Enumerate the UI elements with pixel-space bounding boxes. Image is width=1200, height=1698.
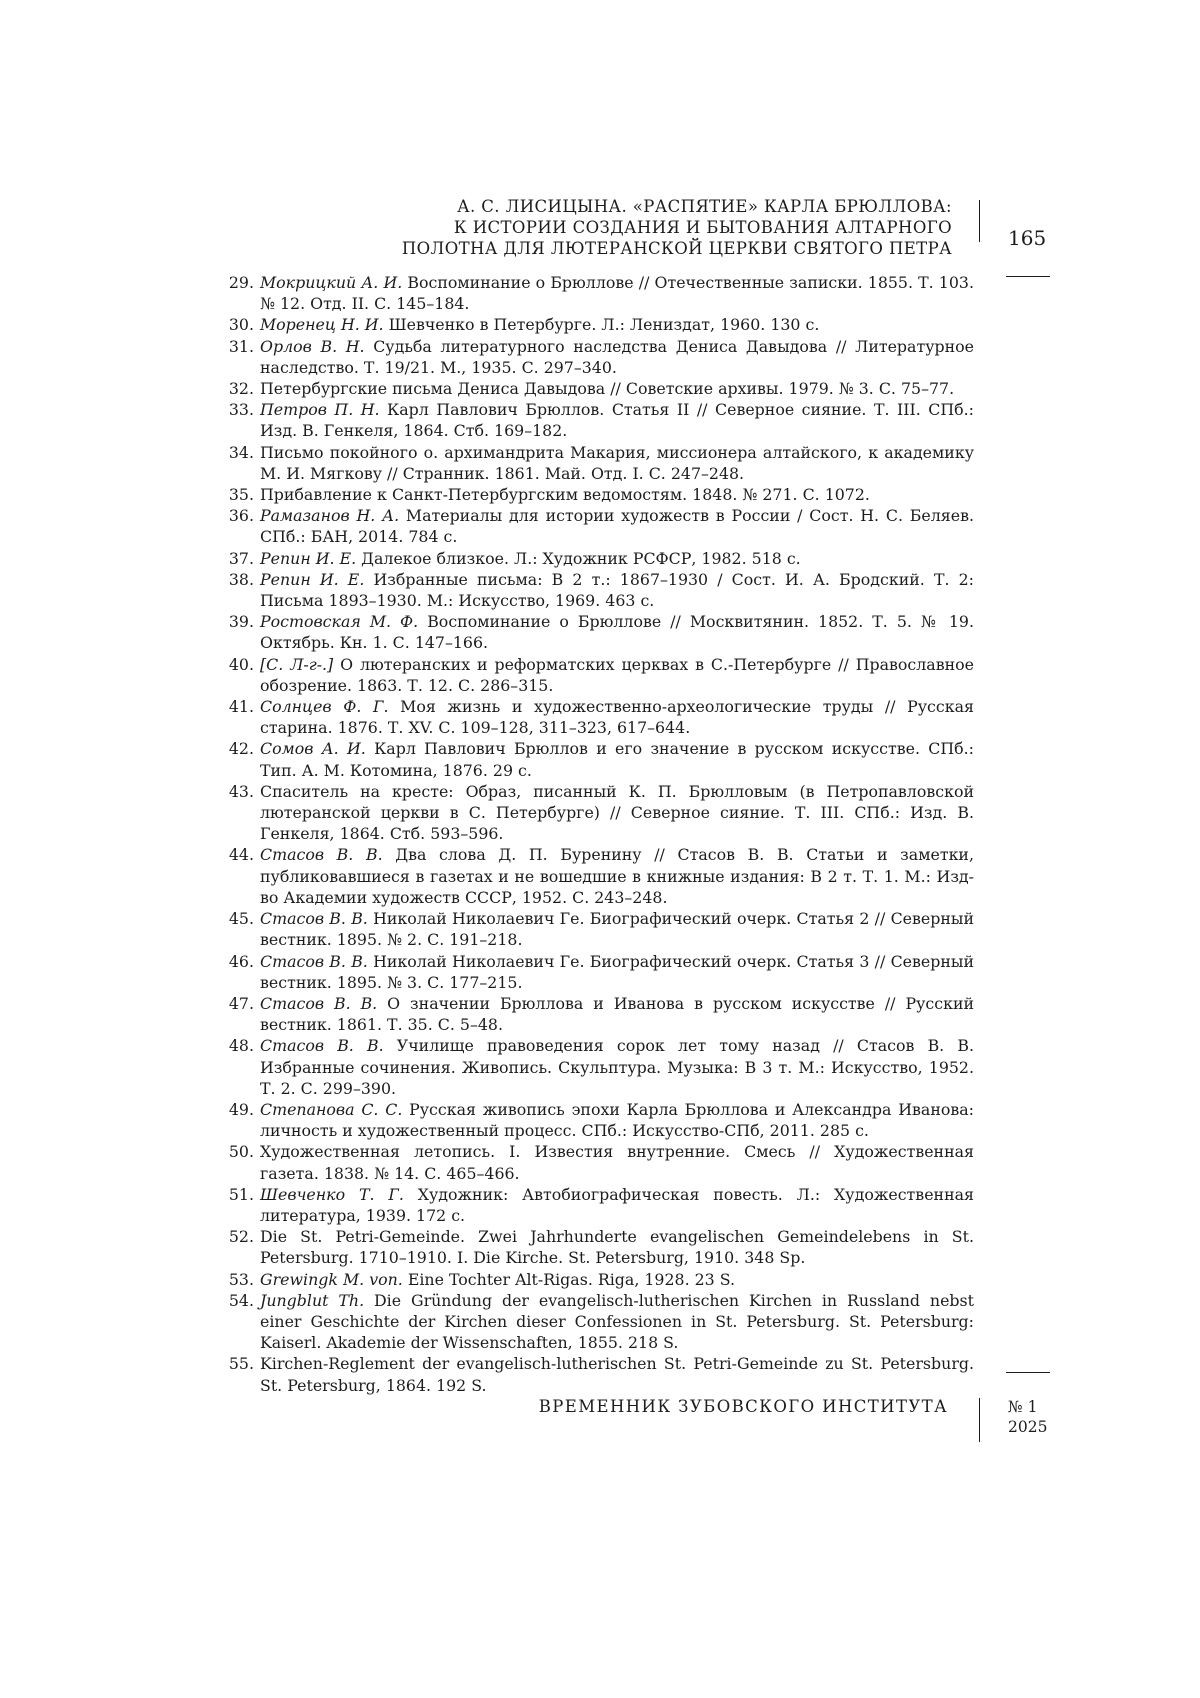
reference-item (226, 442, 974, 484)
reference-number: 46. (228, 951, 254, 971)
reference-item (226, 1353, 974, 1395)
reference-author: Степанова С. С. (260, 1099, 403, 1119)
reference-number: 34. (228, 442, 254, 462)
reference-author: Стасов В. В. (260, 845, 383, 865)
reference-author: Петров П. Н. (260, 400, 380, 420)
reference-text: Два слова Д. П. Буренину // Стасов В. В. Статьи и заметки, публиковавшиеся в газетах и не вошедшие в книжные издания: В 2 т. Т. 1. М.: Изд-во Академии художеств СССР, 1952. С. 243–248. (260, 845, 974, 907)
reference-number: 49. (228, 1099, 254, 1119)
reference-number: 54. (228, 1290, 254, 1310)
reference-text: Карл Павлович Брюллов и его значение в русском искусстве. СПб.: Тип. А. М. Котомина, 1876. 29 с. (260, 739, 975, 780)
reference-author: Рамазанов Н. А. (260, 506, 400, 526)
reference-number: 36. (228, 506, 254, 526)
reference-number: 44. (228, 845, 254, 865)
reference-list (226, 272, 974, 1396)
reference-number: 29. (228, 273, 254, 292)
bottom-rule (1006, 1372, 1050, 1373)
reference-number: 35. (228, 485, 254, 505)
reference-item (226, 1226, 974, 1268)
reference-text: Моя жизнь и художественно-археологические труды // Русская старина. 1876. Т. XV. С. 109–128, 311–323, 617–644. (260, 697, 974, 738)
page-number: 165 (1008, 226, 1047, 250)
reference-author: Мокрицкий А. И. (260, 273, 403, 292)
reference-item (226, 844, 974, 908)
reference-author: Стасов В. В. (260, 993, 378, 1013)
reference-number: 45. (228, 909, 254, 929)
reference-number: 40. (228, 654, 254, 674)
reference-number: 47. (228, 993, 254, 1013)
reference-item (226, 569, 974, 611)
reference-item (226, 505, 974, 547)
reference-item (226, 738, 974, 780)
reference-text: Письмо покойного о. архимандрита Макария, миссионера алтайского, к академику М. И. Мягкову // Странник. 1861. Май. Отд. I. С. 247–248. (260, 442, 974, 483)
reference-text: О лютеранских и реформатских церквах в С.-Петербурге // Православное обозрение. 1863. Т. 12. С. 286–315. (260, 654, 974, 695)
reference-item (226, 314, 974, 335)
reference-text: Die St. Petri-Gemeinde. Zwei Jahrhunderte evangelischen Gemeindelebens in St. Petersburg. 1710–1910. I. Die Kirche. St. Petersburg, 1910. 348 Sp. (260, 1227, 974, 1268)
reference-author: Шевченко Т. Г. (260, 1184, 404, 1204)
reference-author: Grewingk M. von. (260, 1269, 403, 1289)
reference-item (226, 696, 974, 738)
reference-item (226, 484, 974, 505)
reference-item (226, 654, 974, 696)
reference-item (226, 951, 974, 993)
reference-item (226, 1141, 974, 1183)
reference-number: 52. (228, 1227, 254, 1247)
reference-text: Die Gründung der evangelisch-lutherischen Kirchen in Russland nebst einer Geschichte der Kirchen dieser Confessionen in St. Petersburg. St. Petersburg: Kaiserl. Akademie der Wissenschaften, 1855. 218 S. (260, 1290, 974, 1353)
reference-author: Стасов В. В. (260, 909, 368, 929)
reference-number: 42. (228, 739, 254, 759)
reference-number: 38. (228, 569, 254, 589)
reference-text: Карл Павлович Брюллов. Статья II // Северное сияние. Т. III. СПб.: Изд. В. Генкеля, 1864. Стб. 169–182. (260, 400, 974, 441)
reference-text: Николай Николаевич Ге. Биографический очерк. Статья 2 // Северный вестник. 1895. № 2. С. 191–218. (260, 909, 974, 950)
reference-item (226, 1290, 974, 1354)
reference-item (226, 1269, 974, 1290)
reference-author: Моренец Н. И. (260, 315, 384, 335)
reference-author: Сомов А. И. (260, 739, 366, 759)
reference-text: Спаситель на кресте: Образ, писанный К. П. Брюлловым (в Петропавловской лютеранской церкви в С. Петербурге) // Северное сияние. Т. III. СПб.: Изд. В. Генкеля, 1864. Стб. 593–596. (260, 781, 974, 844)
reference-item (226, 1099, 974, 1141)
reference-author: Стасов В. В. (260, 951, 368, 971)
reference-number: 51. (228, 1184, 254, 1204)
reference-number: 30. (228, 315, 254, 335)
reference-text: Прибавление к Санкт-Петербургским ведомостям. 1848. № 271. С. 1072. (260, 485, 870, 505)
reference-number: 43. (228, 781, 254, 801)
issue-year: 2025 (1008, 1418, 1048, 1436)
reference-text: Училище правоведения сорок лет тому назад // Стасов В. В. Избранные сочинения. Живопись. Скульптура. Музыка: В 3 т. М.: Искусство, 1952. Т. 2. С. 299–390. (260, 1036, 975, 1098)
reference-item (226, 611, 974, 653)
reference-item (226, 1035, 974, 1099)
reference-text: Петербургские письма Дениса Давыдова // Советские архивы. 1979. № 3. С. 75–77. (260, 379, 955, 399)
running-header-line: А. С. ЛИСИЦЫНА. «РАСПЯТИЕ» КАРЛА БРЮЛЛОВА: (457, 197, 952, 216)
reference-author: Jungblut Th. (260, 1290, 365, 1310)
reference-text: Шевченко в Петербурге. Л.: Лениздат, 1960. 130 с. (383, 315, 820, 335)
reference-number: 50. (228, 1142, 254, 1162)
top-rule (1006, 276, 1050, 277)
reference-number: 41. (228, 697, 254, 717)
reference-number: 53. (228, 1269, 254, 1289)
reference-item (226, 548, 974, 569)
reference-text: Судьба литературного наследства Дениса Давыдова // Литературное наследство. Т. 19/21. М., 1935. С. 297–340. (260, 336, 974, 377)
reference-item (226, 399, 974, 441)
reference-item (226, 1184, 974, 1226)
reference-number: 33. (228, 400, 254, 420)
issue-number: № 1 (1008, 1398, 1038, 1416)
journal-title: ВРЕМЕННИК ЗУБОВСКОГО ИНСТИТУТА (538, 1397, 948, 1416)
reference-text: Русская живопись эпохи Карла Брюллова и Александра Иванова: личность и художественный процесс. СПб.: Искусство-СПб, 2011. 285 с. (260, 1099, 974, 1141)
reference-text: Николай Николаевич Ге. Биографический очерк. Статья 3 // Северный вестник. 1895. № 3. С. 177–215. (260, 951, 974, 992)
reference-item (226, 908, 974, 950)
reference-text: Художественная летопись. I. Известия внутренние. Смесь // Художественная газета. 1838. № 14. С. 465–466. (260, 1142, 974, 1183)
reference-text: Избранные письма: В 2 т.: 1867–1930 / Сост. И. А. Бродский. Т. 2: Письма 1893–1930. М.: Искусство, 1969. 463 с. (260, 569, 975, 611)
reference-text: Kirchen-Reglement der evangelisch-lutherischen St. Petri-Gemeinde zu St. Petersburg. St. Petersburg, 1864. 192 S. (260, 1354, 974, 1395)
reference-text: О значении Брюллова и Иванова в русском искусстве // Русский вестник. 1861. Т. 35. С. 5–48. (260, 993, 975, 1035)
reference-number: 48. (228, 1036, 254, 1056)
reference-author: Репин И. Е. (260, 548, 357, 568)
reference-text: Художник: Автобиографическая повесть. Л.: Художественная литература, 1939. 172 с. (260, 1184, 974, 1225)
reference-item (226, 336, 974, 378)
reference-number: 37. (228, 548, 254, 568)
reference-author: [С. Л-г-.] (260, 654, 334, 674)
reference-item (226, 272, 974, 314)
running-header-line: К ИСТОРИИ СОЗДАНИЯ И БЫТОВАНИЯ АЛТАРНОГО (453, 218, 952, 237)
running-header-line: ПОЛОТНА ДЛЯ ЛЮТЕРАНСКОЙ ЦЕРКВИ СВЯТОГО ПЕТРА (401, 239, 952, 258)
reference-item (226, 993, 974, 1035)
header-divider (979, 200, 980, 242)
reference-item (226, 378, 974, 399)
reference-text: Материалы для истории художеств в России / Сост. Н. С. Беляев. СПб.: БАН, 2014. 784 с. (260, 506, 974, 547)
reference-text: Воспоминание о Брюллове // Москвитянин. 1852. Т. 5. № 19. Октябрь. Кн. 1. С. 147–166. (260, 612, 974, 653)
reference-author: Стасов В. В. (260, 1036, 384, 1056)
reference-author: Репин И. Е. (260, 569, 365, 589)
reference-author: Орлов В. Н. (260, 336, 365, 356)
reference-text: Eine Tochter Alt-Rigas. Riga, 1928. 23 S. (402, 1269, 736, 1289)
running-header (192, 196, 952, 259)
reference-text: Воспоминание о Брюллове // Отечественные записки. 1855. Т. 103. № 12. Отд. II. С. 145–184. (260, 273, 974, 314)
reference-number: 39. (228, 612, 254, 632)
reference-author: Солнцев Ф. Г. (260, 697, 389, 717)
reference-number: 32. (228, 379, 254, 399)
reference-text: Далекое близкое. Л.: Художник РСФСР, 1982. 518 с. (356, 548, 801, 568)
reference-item (226, 781, 974, 845)
reference-author: Ростовская М. Ф. (260, 612, 419, 632)
reference-number: 55. (228, 1354, 254, 1374)
footer-divider (979, 1398, 980, 1442)
reference-number: 31. (228, 336, 254, 356)
